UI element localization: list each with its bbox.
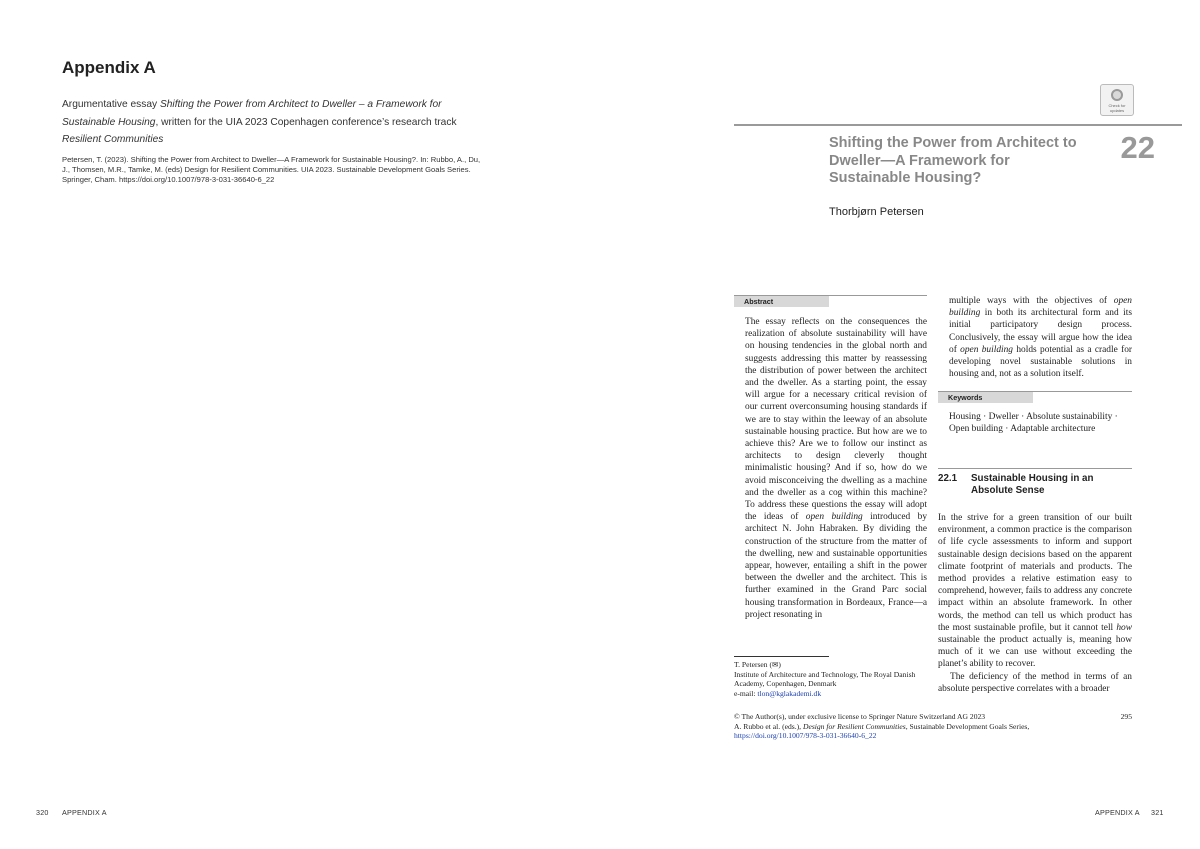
footnote-author: T. Petersen (✉)	[734, 660, 781, 669]
abstract-open-building-3: open building	[960, 344, 1013, 355]
author-name: Thorbjørn Petersen	[829, 206, 924, 218]
left-folio-number: 320	[36, 808, 49, 817]
section-body	[938, 512, 1132, 695]
author-footnote	[734, 660, 934, 698]
footnote-affiliation: Institute of Architecture and Technology, The Royal Danish Academy, Copenhagen, Denmark	[734, 669, 916, 689]
chapter-rule	[734, 124, 1182, 126]
copyright-block	[734, 712, 1074, 741]
abstract-text-col2: multiple ways with the objectives of open building in both its architectural form and its initial participatory design process. Conclusively, the essay will argue how the idea of open building holds potential as a cradle for developing novel sustainable solutions in housing and, not as a solution itself.	[949, 296, 1133, 380]
abstract-text-col1	[745, 316, 927, 621]
doi-link[interactable]: https://doi.org/10.1007/978-3-031-36640-6_22	[734, 731, 877, 741]
intro-track: Resilient Communities	[62, 134, 164, 145]
abstract-part-4: holds potential as a cradle for developing novel sustainable solutions in housing and, not as a solution itself.	[949, 344, 1133, 380]
page-number: 295	[1120, 712, 1132, 721]
abstract-label: Abstract	[734, 296, 829, 307]
chapter-title: Shifting the Power from Architect to Dweller—A Framework for Sustainable Housing?	[829, 135, 1077, 186]
essay-intro	[62, 96, 477, 149]
abstract-open-building-2: open building	[949, 296, 1132, 319]
abstract-part-3: in both its architectural form and its initial participatory design process. Conclusively, the essay will argue how the idea of	[949, 308, 1132, 355]
section-para-2: The deficiency of the method in terms of an absolute perspective correlates with a broader	[938, 671, 1132, 694]
intro-prefix: Argumentative essay	[62, 99, 160, 110]
email-link[interactable]: tlon@kglakademi.dk	[757, 688, 822, 698]
intro-middle: , written for the UIA 2023 Copenhagen conference’s research track	[155, 116, 457, 128]
keywords-list: Housing · Dweller · Absolute sustainability · Open building · Adaptable architecture	[949, 412, 1118, 435]
check-updates-icon	[1111, 89, 1123, 101]
footnote-rule	[734, 656, 829, 657]
section-number: 22.1	[938, 473, 958, 484]
keywords-label: Keywords	[938, 392, 1033, 403]
abstract-part-1: The essay reflects on the consequences the realization of absolute sustainability will have on housing tendencies in the global north and suggests addressing this matter by reassessing the distribution of power between the architect and the dweller. As a starting point, the essay will argue for a necessary critical revision of our current overconsuming housing standards if we are to stay within the leeway of an absolute sustainable housing practice. But how are we to achieve this? Are we to follow our instinct as architects to design cleverly thought minimalistic housing? And if so, how do we avoid misconceiving the dwelling as a machine and the dweller as a cog within this machine? To address these questions the essay will adopt the ideas of	[745, 317, 927, 523]
right-folio-label: APPENDIX A	[1095, 808, 1140, 817]
abstract-col1-tail: introduced by architect N. John Habraken. By dividing the construction of the structure from the matter of the dwelling, new and sustainable opportunities appear, however, entailing a shift in the power between the dweller and the architect. This is further examined in the Grand Parc social housing transformation in Bordeaux, France—a project resonating in	[745, 512, 928, 620]
left-folio-label: APPENDIX A	[62, 808, 107, 817]
footnote-email-line: e-mail: tlon@kglakademi.dk	[734, 688, 822, 698]
check-for-updates-badge[interactable]	[1100, 84, 1134, 116]
chapter-number: 22	[1120, 130, 1155, 165]
section-para-1: In the strive for a green transition of our built environment, a common practice is the comparison of life cycle assessments to inform and support sustainable design decisions based on the apparent climate footprint of materials and products. The method provides a relative estimation easy to comprehend, however, fails to address any concrete impact within an absolute framework. In other words, the method can tell us which product has the most sustainable profile, but it cannot tell how sustainable the product actually is, meaning how much of it we can use without exceeding the planet’s ability to recover.	[938, 513, 1132, 670]
copyright-line-2: A. Rubbo et al. (eds.), Design for Resilient Communities, Sustainable Development Goals Series,	[734, 721, 1030, 731]
section-rule	[938, 468, 1132, 469]
abstract-open-building: open building	[805, 512, 863, 523]
right-folio-number: 321	[1151, 808, 1164, 817]
citation: Petersen, T. (2023). Shifting the Power from Architect to Dweller—A Framework for Sustainable Housing?. In: Rubbo, A., Du, J., Thomsen, M.R., Tamke, M. (eds) Design for Resilient Communities. UIA 2023. Sustainable Development Goals Series. Springer, Cham. https://doi.org/10.1007/978-3-031-36640-6_22	[62, 155, 481, 185]
intro-essay-title: Shifting the Power from Architect to Dweller – a Framework for Sustainable Housing	[62, 99, 442, 128]
check-updates-label: Check for updates	[1108, 103, 1126, 113]
section-title: Sustainable Housing in an Absolute Sense	[971, 473, 1094, 497]
appendix-heading: Appendix A	[62, 58, 156, 77]
copyright-line-1: © The Author(s), under exclusive license to Springer Nature Switzerland AG 2023	[734, 712, 986, 721]
